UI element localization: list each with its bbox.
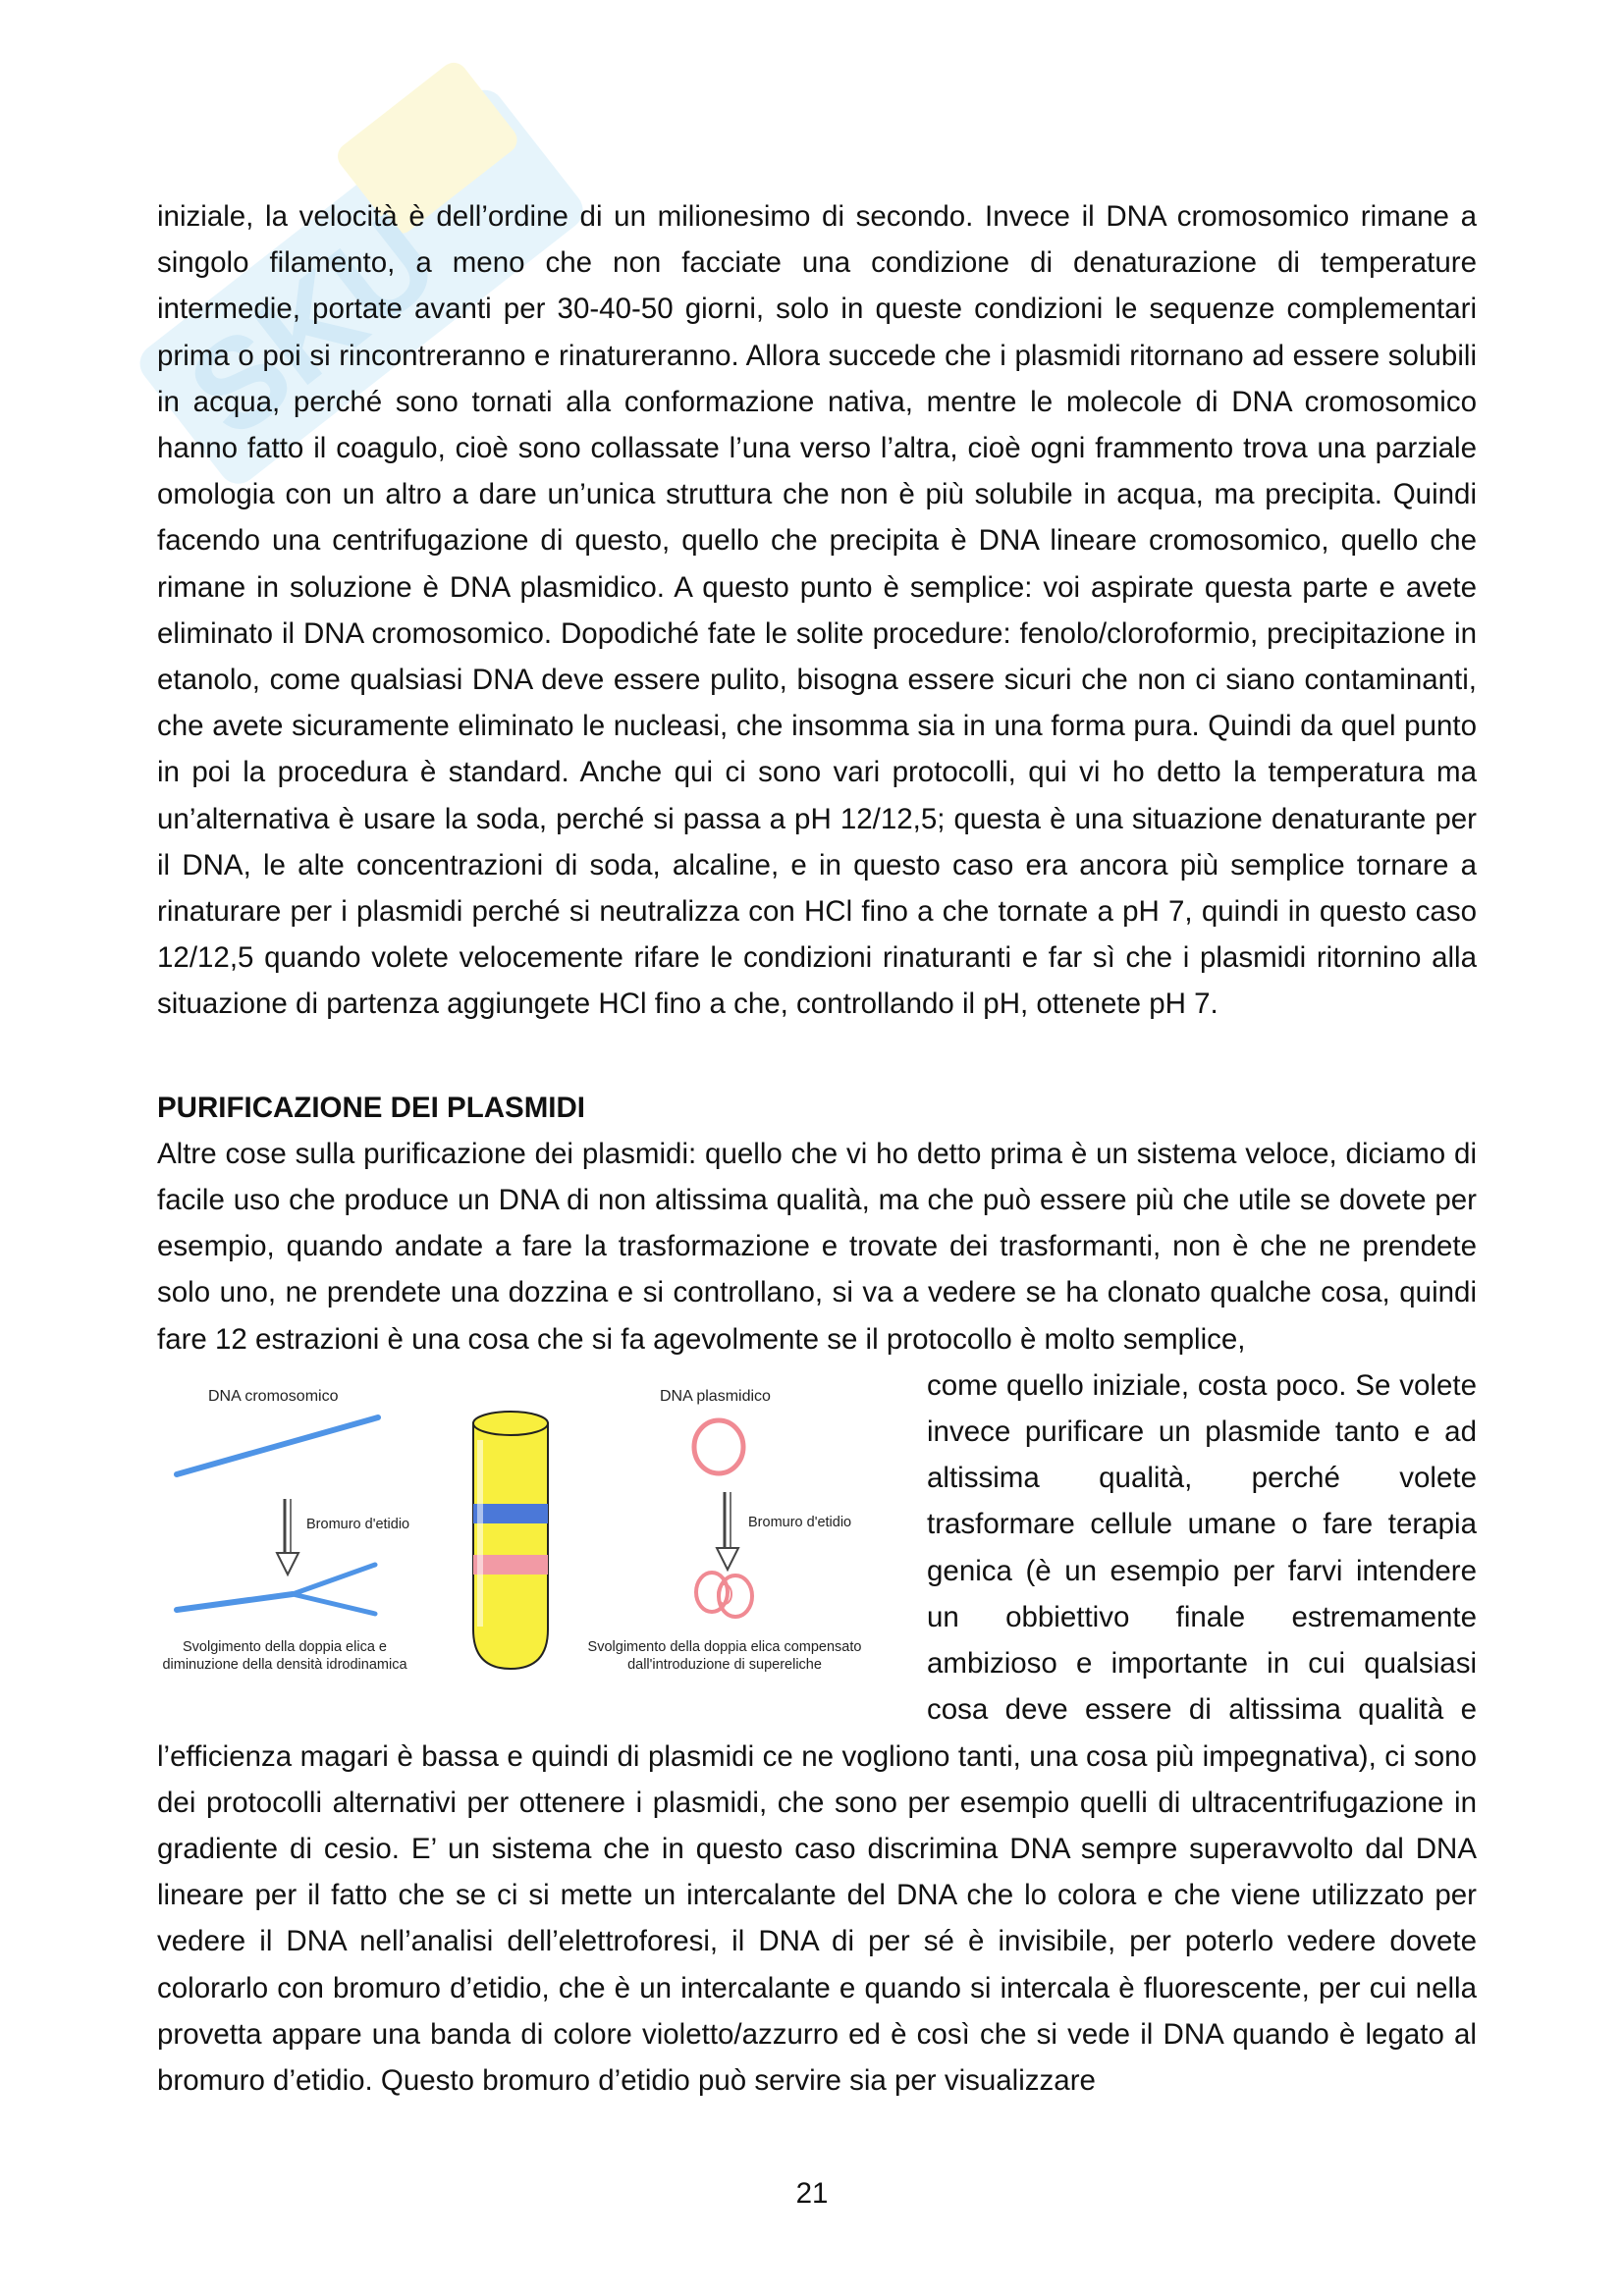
page-number: 21 [795, 2177, 829, 2210]
blue-band [473, 1504, 548, 1523]
left-title: DNA cromosomico [208, 1387, 339, 1405]
plasmid-circle [694, 1420, 743, 1473]
svg-text:SKU: SKU [162, 185, 463, 464]
supercoiled-plasmid [696, 1573, 752, 1617]
centrifuge-tube [473, 1412, 548, 1669]
unwound-dna-strand [177, 1565, 375, 1614]
right-title: DNA plasmidico [660, 1387, 771, 1405]
dna-figure-svg [157, 1366, 903, 1690]
right-arrow-label: Bromuro d'etidio [748, 1514, 852, 1530]
paragraph-purification-intro: Altre cose sulla purificazione dei plasmidi: quello che vi ho detto prima è un sistema veloce, diciamo di facile uso che produce un DNA di non altissima qualità, ma che può essere più che utile se dovete per esempio, quando andate a fare la trasformazione e trovate dei trasformanti, non è che ne prendete solo uno, ne prendete una dozzina e si controllano, si va a vedere se ha clonato qualche cosa, quindi fare 12 estrazioni è una cosa che si fa agevolmente se il protocollo è molto semplice, [157, 1137, 1477, 1356]
pink-band [473, 1555, 548, 1575]
right-down-arrow-icon [717, 1492, 738, 1570]
paragraph-purification-continued: come quello iniziale, costa poco. Se volete invece purificare un plasmide tanto e ad altissima qualità, perché volete trasformare cellule umane o fare terapia genica (è un esempio per farvi intendere un obbiettivo finale estremamente ambizioso e importante in cui qualsiasi cosa deve essere di altissima qualità e l’efficienza magari è bassa e quindi di plasmidi ce ne vogliono tanti, una cosa più impegnativa), ci sono dei protocolli alternativi per ottenere i plasmidi, che sono per esempio quelli di ultracentrifugazione in gradiente di cesio. E’ un sistema che in questo caso discrimina DNA sempre superavvolto dal DNA lineare per il fatto che se ci si mette un intercalante del DNA che lo colora e che viene utilizzato per vedere il DNA nell’analisi dell’elettroforesi, il DNA di per sé è invisibile, per poterlo vedere dovete colorarlo con bromuro d’etidio, che è un intercalante e quando si intercala è fluorescente, per cui nella provetta appare una banda di colore violetto/azzurro ed è così che si vede il DNA quando è legato al bromuro d’etidio. Questo bromuro d’etidio può servire sia per visualizzare [157, 1368, 1477, 2097]
left-caption-line-1: Svolgimento della doppia elica e [183, 1638, 387, 1655]
left-down-arrow-icon [277, 1499, 298, 1575]
left-caption-line-2: diminuzione della densità idrodinamica [162, 1656, 407, 1673]
dna-figure [157, 1366, 903, 1690]
left-arrow-label: Bromuro d'etidio [306, 1516, 410, 1532]
paragraph-denaturation: iniziale, la velocità è dell’ordine di un milionesimo di secondo. Invece il DNA cromosomico rimane a singolo filamento, a meno che non facciate una condizione di denaturazione di temperature intermedie, portate avanti per 30-40-50 giorni, solo in queste condizioni le sequenze complementari prima o poi si rincontreranno e rinatureranno. Allora succede che i plasmidi ritornano ad essere solubili in acqua, perché sono tornati alla conformazione nativa, mentre le molecole di DNA cromosomico hanno fatto il coagulo, cioè sono collassate l’una verso l’altra, cioè ogni frammento trova una parziale omologia con un altro a dare un’unica struttura che non è più solubile in acqua, ma precipita. Quindi facendo una centrifugazione di questo, quello che precipita è DNA lineare cromosomico, quello che rimane in soluzione è DNA plasmidico. A questo punto è semplice: voi aspirate questa parte e avete eliminato il DNA cromosomico. Dopodiché fate le solite procedure: fenolo/cloroformio, precipitazione in etanolo, come qualsiasi DNA deve essere pulito, bisogna essere sicuri che non ci siano contaminanti, che avete sicuramente eliminato le nucleasi, che insomma sia in una forma pura. Quindi da quel punto in poi la procedura è standard. Anche qui ci sono vari protocolli, qui vi ho detto la temperatura ma un’alternativa è usare la soda, perché si passa a pH 12/12,5; questa è una situazione denaturante per il DNA, le alte concentrazioni di soda, alcaline, e in questo caso era ancora più semplice tornare a rinaturare per i plasmidi perché si neutralizza con HCl fino a che tornate a pH 7, quindi in questo caso 12/12,5 quando volete velocemente rifare le condizioni rinaturanti e far sì che i plasmidi ritornino alla situazione di partenza aggiungete HCl fino a che, controllando il pH, ottenete pH 7. [157, 200, 1477, 1021]
main-content [157, 193, 1477, 2104]
right-caption-line-1: Svolgimento della doppia elica compensato [587, 1638, 862, 1655]
linear-dna-strand [177, 1417, 378, 1474]
section-heading: PURIFICAZIONE DEI PLASMIDI [157, 1091, 585, 1124]
right-caption-line-2: dall'introduzione di supereliche [627, 1656, 822, 1673]
